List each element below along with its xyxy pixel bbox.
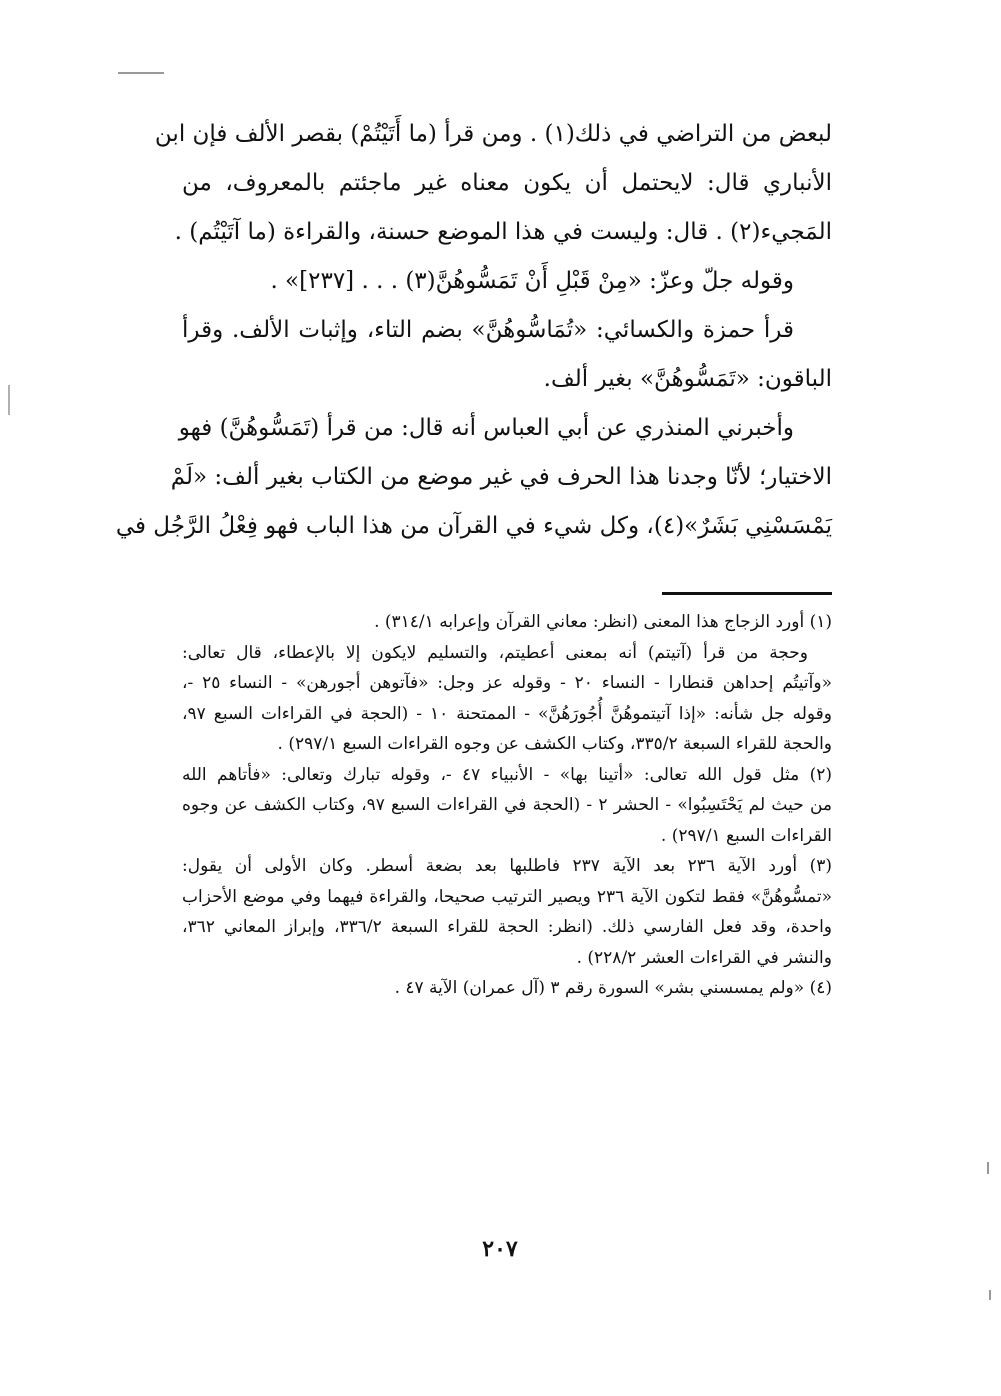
main-text-line: لبعض من التراضي في ذلك(١) . ومن قرأ (ما أَتَيْتُمْ) بقصر الألف فإن ابن — [154, 121, 832, 147]
scan-artifact-mark — [8, 385, 10, 415]
main-text-line: الأنباري قال: لايحتمل أن يكون معناه غير ماجئتم بالمعروف، من — [182, 170, 832, 196]
footnote-line: وحجة من قرأ (آتيتم) أنه بمعنى أعطيتم، والتسليم لايكون إلا بالإعطاء، قال تعالى: — [182, 642, 808, 663]
footnote-line: والنشر في القراءات العشر ٢٢٨/٢) . — [576, 947, 832, 968]
footnote-line: (٢) مثل قول الله تعالى: «أتينا بها» - الأنبياء ٤٧ -، وقوله تبارك وتعالى: «فأتاهم الله — [182, 764, 832, 785]
main-text-line: الاختيار؛ لأنّا وجدنا هذا الحرف في غير موضع من الكتاب بغير ألف: «لَمْ — [170, 464, 832, 490]
footnote-line: «وآتيتُم إحداهن قنطارا - النساء ٢٠ - وقوله عز وجل: «فآتوهن أجورهن» - النساء ٢٥ -، — [182, 673, 832, 693]
footnote-separator-rule — [662, 592, 832, 595]
footnote-line: «تمسُّوهُنَّ» فقط لتكون الآية ٢٣٦ ويصير الترتيب صحيحا، والقراءة فيهما وفي موضع الأحزاب — [182, 886, 833, 907]
main-text-line: يَمْسَسْنِي بَشَرٌ»(٤)، وكل شيء في القرآن من هذا الباب فهو فِعْلُ الرَّجُل في — [115, 513, 832, 539]
footnote-line: (٤) «ولم يمسسني بشر» السورة رقم ٣ (آل عمران) الآية ٤٧ . — [394, 978, 832, 998]
scan-artifact-mark — [118, 72, 164, 74]
main-text-line: وقوله جلّ وعزّ: «مِنْ قَبْلِ أَنْ تَمَسُّوهُنَّ(٣) . . . [٢٣٧]» . — [270, 268, 794, 294]
footnote-line: (١) أورد الزجاج هذا المعنى (انظر: معاني القرآن وإعرابه ٣١٤/١) . — [374, 612, 832, 632]
page-number: ٢٠٧ — [482, 1236, 518, 1262]
main-text-block — [115, 110, 832, 551]
footnote-line: من حيث لم يَحْتَسِبُوا» - الحشر ٢ - (الحجة في القراءات السبع ٩٧، وكتاب الكشف عن وجوه — [182, 795, 832, 815]
main-text-line: المَجيء(٢) . قال: وليست في هذا الموضع حسنة، والقراءة (ما آتَيْتُم) . — [174, 219, 832, 245]
main-text-line: وأخبرني المنذري عن أبي العباس أنه قال: من قرأ (تَمَسُّوهُنَّ) فهو — [178, 415, 794, 441]
main-text-line: الباقون: «تَمَسُّوهُنَّ» بغير ألف. — [543, 366, 832, 392]
scan-artifact-mark — [987, 1162, 989, 1174]
footnote-line: القراءات السبع ٢٩٧/١) . — [660, 825, 832, 846]
footnotes-block — [182, 607, 832, 1004]
scan-artifact-mark — [989, 1290, 991, 1300]
main-text-line: قرأ حمزة والكسائي: «تُمَاسُّوهُنَّ» بضم التاء، وإثبات الألف. وقرأ — [182, 317, 794, 343]
footnote-line: (٣) أورد الآية ٢٣٦ بعد الآية ٢٣٧ فاطلبها بعد بضعة أسطر. وكان الأولى أن يقول: — [182, 856, 832, 876]
footnote-line: واحدة، وقد فعل الفارسي ذلك. (انظر: الحجة للقراء السبعة ٣٣٦/٢، وإبراز المعاني ٣٦٢، — [182, 917, 833, 937]
footnote-line: وقوله جل شأنه: «إذا آتيتموهُنَّ أُجُورَهُنَّ» - الممتحنة ١٠ - (الحجة في القراءات السبع ٩٧، — [182, 703, 832, 724]
footnote-line: والحجة للقراء السبعة ٣٣٥/٢، وكتاب الكشف عن وجوه القراءات السبع ٢٩٧/١) . — [277, 734, 832, 754]
